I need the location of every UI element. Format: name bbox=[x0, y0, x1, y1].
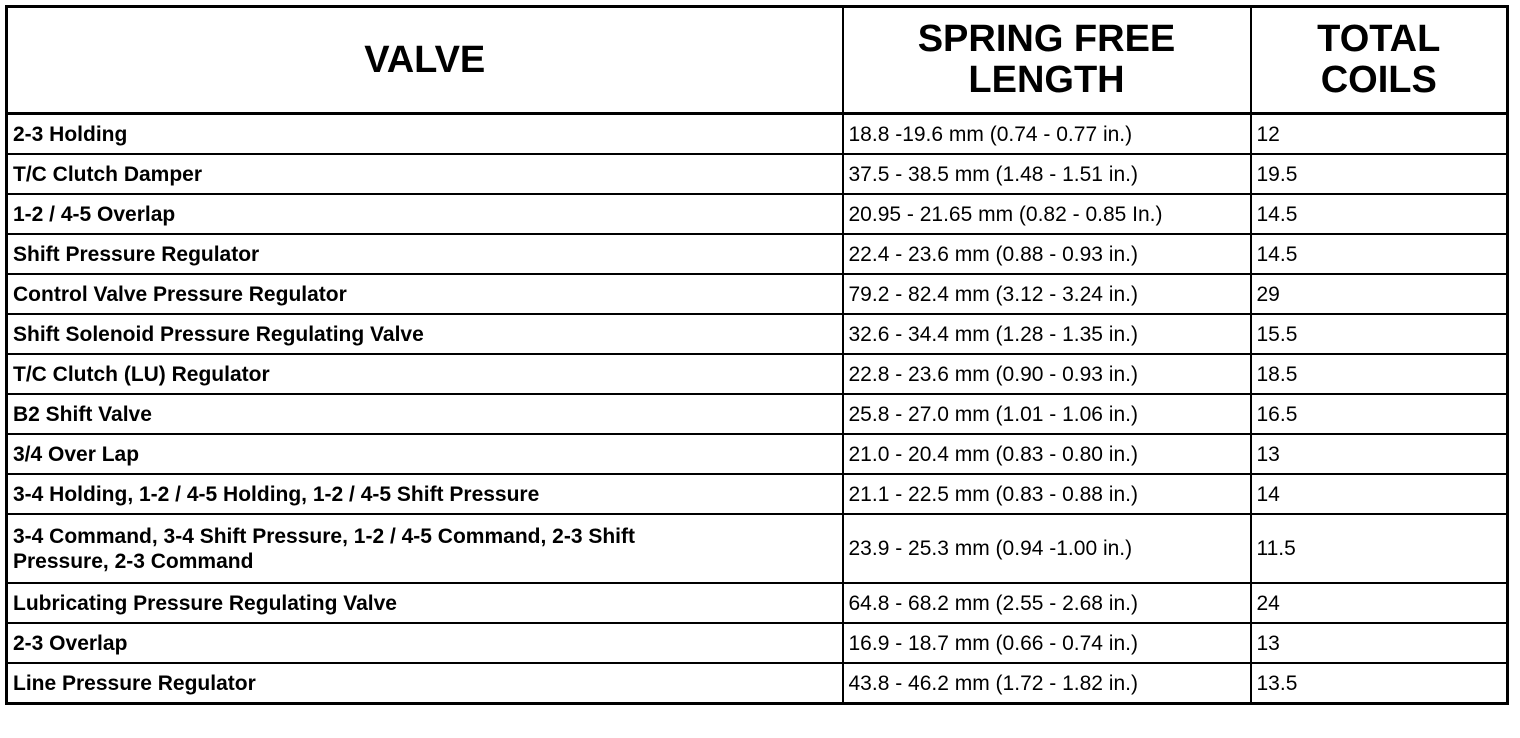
length-cell: 22.8 - 23.6 mm (0.90 - 0.93 in.) bbox=[843, 354, 1251, 394]
length-cell: 43.8 - 46.2 mm (1.72 - 1.82 in.) bbox=[843, 663, 1251, 704]
length-cell: 21.1 - 22.5 mm (0.83 - 0.88 in.) bbox=[843, 474, 1251, 514]
coils-cell: 15.5 bbox=[1251, 314, 1508, 354]
table-row bbox=[7, 234, 1508, 274]
valve-cell: Shift Solenoid Pressure Regulating Valve bbox=[7, 314, 843, 354]
table-row bbox=[7, 114, 1508, 155]
coils-cell: 14.5 bbox=[1251, 234, 1508, 274]
valve-cell-line2: Pressure, 2-3 Command bbox=[13, 549, 254, 573]
valve-cell-line1: 3-4 Command, 3-4 Shift Pressure, 1-2 / 4-5 Command, 2-3 Shift bbox=[13, 524, 635, 548]
header-total-coils bbox=[1251, 7, 1508, 114]
coils-cell: 13 bbox=[1251, 434, 1508, 474]
header-coils-line2: COILS bbox=[1320, 59, 1437, 101]
length-cell: 20.95 - 21.65 mm (0.82 - 0.85 In.) bbox=[843, 194, 1251, 234]
coils-cell: 13 bbox=[1251, 623, 1508, 663]
table-row bbox=[7, 474, 1508, 514]
valve-cell: T/C Clutch Damper bbox=[7, 154, 843, 194]
valve-cell bbox=[7, 514, 843, 583]
valve-cell: 1-2 / 4-5 Overlap bbox=[7, 194, 843, 234]
length-cell: 25.8 - 27.0 mm (1.01 - 1.06 in.) bbox=[843, 394, 1251, 434]
valve-cell: 3-4 Holding, 1-2 / 4-5 Holding, 1-2 / 4-5 Shift Pressure bbox=[7, 474, 843, 514]
length-cell: 16.9 - 18.7 mm (0.66 - 0.74 in.) bbox=[843, 623, 1251, 663]
table-row bbox=[7, 434, 1508, 474]
header-row bbox=[7, 7, 1508, 114]
header-spring-free-length bbox=[843, 7, 1251, 114]
coils-cell: 24 bbox=[1251, 583, 1508, 623]
header-coils-line1: TOTAL bbox=[1317, 18, 1441, 60]
valve-cell: Lubricating Pressure Regulating Valve bbox=[7, 583, 843, 623]
length-cell: 32.6 - 34.4 mm (1.28 - 1.35 in.) bbox=[843, 314, 1251, 354]
valve-cell: 2-3 Holding bbox=[7, 114, 843, 155]
valve-cell: Shift Pressure Regulator bbox=[7, 234, 843, 274]
coils-cell: 12 bbox=[1251, 114, 1508, 155]
coils-cell: 14 bbox=[1251, 474, 1508, 514]
table-row bbox=[7, 514, 1508, 583]
coils-cell: 19.5 bbox=[1251, 154, 1508, 194]
header-valve-label: VALVE bbox=[364, 38, 486, 81]
coils-cell: 18.5 bbox=[1251, 354, 1508, 394]
table-row bbox=[7, 663, 1508, 704]
length-cell: 37.5 - 38.5 mm (1.48 - 1.51 in.) bbox=[843, 154, 1251, 194]
table-row bbox=[7, 623, 1508, 663]
coils-cell: 29 bbox=[1251, 274, 1508, 314]
valve-cell: 3/4 Over Lap bbox=[7, 434, 843, 474]
length-cell: 79.2 - 82.4 mm (3.12 - 3.24 in.) bbox=[843, 274, 1251, 314]
length-cell: 64.8 - 68.2 mm (2.55 - 2.68 in.) bbox=[843, 583, 1251, 623]
valve-cell: 2-3 Overlap bbox=[7, 623, 843, 663]
valve-cell: B2 Shift Valve bbox=[7, 394, 843, 434]
table-row bbox=[7, 274, 1508, 314]
spring-spec-sheet bbox=[5, 5, 1507, 732]
header-length-line1: SPRING FREE bbox=[917, 18, 1176, 60]
valve-cell: T/C Clutch (LU) Regulator bbox=[7, 354, 843, 394]
header-length-line2: LENGTH bbox=[968, 59, 1125, 101]
header-valve bbox=[7, 7, 843, 114]
length-cell: 22.4 - 23.6 mm (0.88 - 0.93 in.) bbox=[843, 234, 1251, 274]
table-row bbox=[7, 583, 1508, 623]
valve-cell: Control Valve Pressure Regulator bbox=[7, 274, 843, 314]
coils-cell: 14.5 bbox=[1251, 194, 1508, 234]
length-cell: 23.9 - 25.3 mm (0.94 -1.00 in.) bbox=[843, 514, 1251, 583]
table-row bbox=[7, 354, 1508, 394]
valve-cell: Line Pressure Regulator bbox=[7, 663, 843, 704]
table-row bbox=[7, 154, 1508, 194]
table-row bbox=[7, 194, 1508, 234]
table-row bbox=[7, 394, 1508, 434]
coils-cell: 13.5 bbox=[1251, 663, 1508, 704]
coils-cell: 11.5 bbox=[1251, 514, 1508, 583]
length-cell: 18.8 -19.6 mm (0.74 - 0.77 in.) bbox=[843, 114, 1251, 155]
valve-spring-table bbox=[5, 5, 1509, 705]
coils-cell: 16.5 bbox=[1251, 394, 1508, 434]
table-row bbox=[7, 314, 1508, 354]
length-cell: 21.0 - 20.4 mm (0.83 - 0.80 in.) bbox=[843, 434, 1251, 474]
